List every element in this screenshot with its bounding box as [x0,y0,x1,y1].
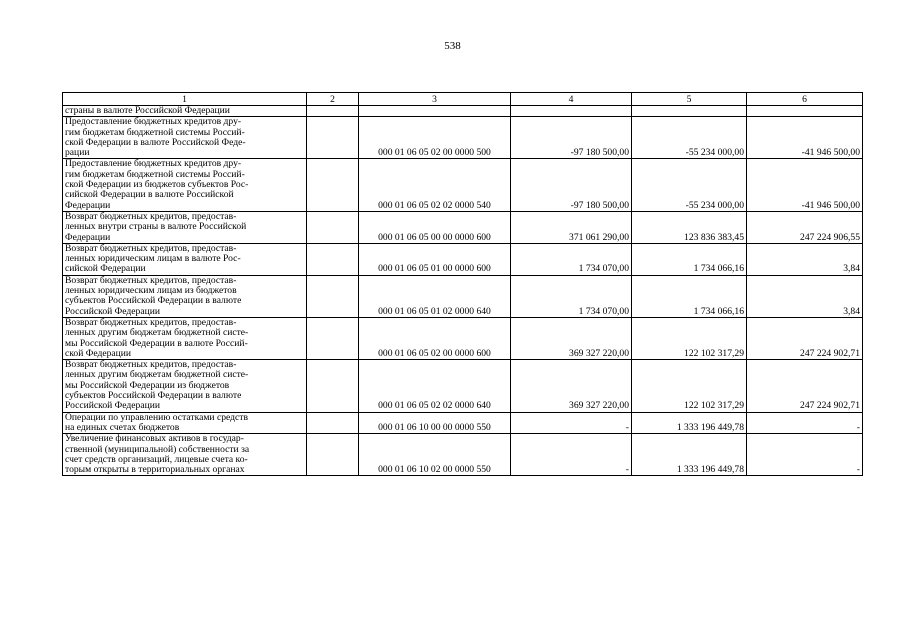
row-description [63,117,307,159]
description-line: субъектов Российской Федерации в валюте [65,295,242,307]
header-col-4: 4 [511,93,632,106]
row-description [63,275,307,317]
description-line: ленных другим бюджетам бюджетной систе- [65,327,249,339]
row-col-2 [307,360,359,412]
header-col-2: 2 [307,93,359,106]
description-line: ской Федерации [65,347,132,359]
header-col-1: 1 [63,93,307,106]
description-line: страны в валюте Российской Федерации [65,105,230,116]
row-col-2 [307,243,359,275]
description-line: Российской Федерации [65,305,160,317]
description-line: Возврат бюджетных кредитов, предостав- [65,359,237,371]
page-number: 538 [444,40,461,52]
table-row [63,434,863,476]
row-budget-code: 000 01 06 10 02 00 0000 550 [359,434,511,476]
header-col-6: 6 [747,93,863,106]
row-value-col-6: 247 224 902,71 [747,317,863,359]
row-description [63,412,307,434]
description-line: сийской Федерации в валюте Российской [65,189,234,201]
description-line: мы Российской Федерации из бюджетов [65,379,230,391]
description-line: рации [65,147,90,159]
row-value-col-6: -41 946 500,00 [747,117,863,159]
row-col-2 [307,434,359,476]
budget-sources-table [62,92,863,476]
description-line: Возврат бюджетных кредитов, предостав- [65,242,237,254]
description-line: Федерации [65,231,111,243]
description-line: гим бюджетам бюджетной системы Россий- [65,168,245,180]
row-value-col-4: -97 180 500,00 [511,117,632,159]
row-value-col-6: 247 224 906,55 [747,211,863,243]
row-value-col-6: 3,84 [747,275,863,317]
row-value-col-5: 122 102 317,29 [632,317,747,359]
description-line: ственной (муниципальной) собственности за [65,443,250,455]
row-value-col-4: 371 061 290,00 [511,211,632,243]
table-row [63,360,863,412]
description-line: Предоставление бюджетных кредитов дру- [65,116,242,128]
row-description [63,360,307,412]
row-value-col-4: 1 734 070,00 [511,275,632,317]
description-line: ленных другим бюджетам бюджетной систе- [65,369,249,381]
description-line: Операции по управлению остатками средств [65,411,249,423]
description-line: ленных внутри страны в валюте Российской [65,221,247,233]
row-budget-code: 000 01 06 05 00 00 0000 600 [359,211,511,243]
row-budget-code: 000 01 06 05 02 02 0000 640 [359,360,511,412]
description-line: Российской Федерации [65,400,160,412]
row-budget-code: 000 01 06 05 02 00 0000 600 [359,317,511,359]
row-value-col-5: 1 333 196 449,78 [632,412,747,434]
row-description [63,243,307,275]
row-description [63,159,307,211]
row-value-col-4: 369 327 220,00 [511,317,632,359]
description-line: ленных юридическим лицам из бюджетов [65,285,237,297]
table-row [63,275,863,317]
row-budget-code [359,106,511,117]
description-line: Возврат бюджетных кредитов, предостав- [65,274,237,286]
description-line: на единых счетах бюджетов [65,421,180,433]
description-line: Федерации [65,199,111,211]
table-header-row [63,93,863,106]
row-value-col-4 [511,106,632,117]
row-value-col-5: 123 836 383,45 [632,211,747,243]
table-row [63,117,863,159]
table-row [63,106,863,117]
row-col-2 [307,412,359,434]
row-col-2 [307,106,359,117]
description-line: ленных юридическим лицам в валюте Рос- [65,253,241,265]
row-col-2 [307,117,359,159]
row-description [63,211,307,243]
description-line: торым открыты в территориальных органах [65,464,245,476]
description-line: мы Российской Федерации в валюте Россий- [65,337,248,349]
description-line: сийской Федерации [65,263,146,275]
row-description [63,434,307,476]
description-line: гим бюджетам бюджетной системы Россий- [65,126,245,138]
description-line: Возврат бюджетных кредитов, предостав- [65,210,237,222]
row-value-col-4: - [511,412,632,434]
row-budget-code: 000 01 06 05 02 00 0000 500 [359,117,511,159]
row-value-col-6: - [747,434,863,476]
row-description [63,317,307,359]
description-line: счет средств организаций, лицевые счета ко- [65,453,248,465]
row-value-col-4: 1 734 070,00 [511,243,632,275]
row-budget-code: 000 01 06 05 02 02 0000 540 [359,159,511,211]
table-row [63,211,863,243]
row-value-col-5: 122 102 317,29 [632,360,747,412]
row-col-2 [307,317,359,359]
header-col-5: 5 [632,93,747,106]
row-value-col-5: -55 234 000,00 [632,117,747,159]
row-value-col-6: 247 224 902,71 [747,360,863,412]
row-value-col-4: 369 327 220,00 [511,360,632,412]
row-value-col-5: 1 333 196 449,78 [632,434,747,476]
row-col-2 [307,275,359,317]
row-value-col-5: 1 734 066,16 [632,275,747,317]
row-description [63,106,307,117]
row-value-col-6: -41 946 500,00 [747,159,863,211]
description-line: ской Федерации из бюджетов субъектов Рос- [65,179,249,191]
table-row [63,317,863,359]
table-row [63,243,863,275]
description-line: ской Федерации в валюте Российской Феде- [65,136,246,148]
table-row [63,412,863,434]
description-line: Предоставление бюджетных кредитов дру- [65,158,242,170]
row-value-col-6 [747,106,863,117]
header-col-3: 3 [359,93,511,106]
row-col-2 [307,159,359,211]
table-row [63,159,863,211]
row-value-col-5: -55 234 000,00 [632,159,747,211]
description-line: Увеличение финансовых активов в государ- [65,433,244,445]
row-value-col-6: 3,84 [747,243,863,275]
row-budget-code: 000 01 06 10 00 00 0000 550 [359,412,511,434]
table-body [63,106,863,476]
row-value-col-5 [632,106,747,117]
row-value-col-5: 1 734 066,16 [632,243,747,275]
row-value-col-4: - [511,434,632,476]
description-line: Возврат бюджетных кредитов, предостав- [65,316,237,328]
row-col-2 [307,211,359,243]
row-value-col-6: - [747,412,863,434]
description-line: субъектов Российской Федерации в валюте [65,390,242,402]
row-value-col-4: -97 180 500,00 [511,159,632,211]
row-budget-code: 000 01 06 05 01 00 0000 600 [359,243,511,275]
row-budget-code: 000 01 06 05 01 02 0000 640 [359,275,511,317]
